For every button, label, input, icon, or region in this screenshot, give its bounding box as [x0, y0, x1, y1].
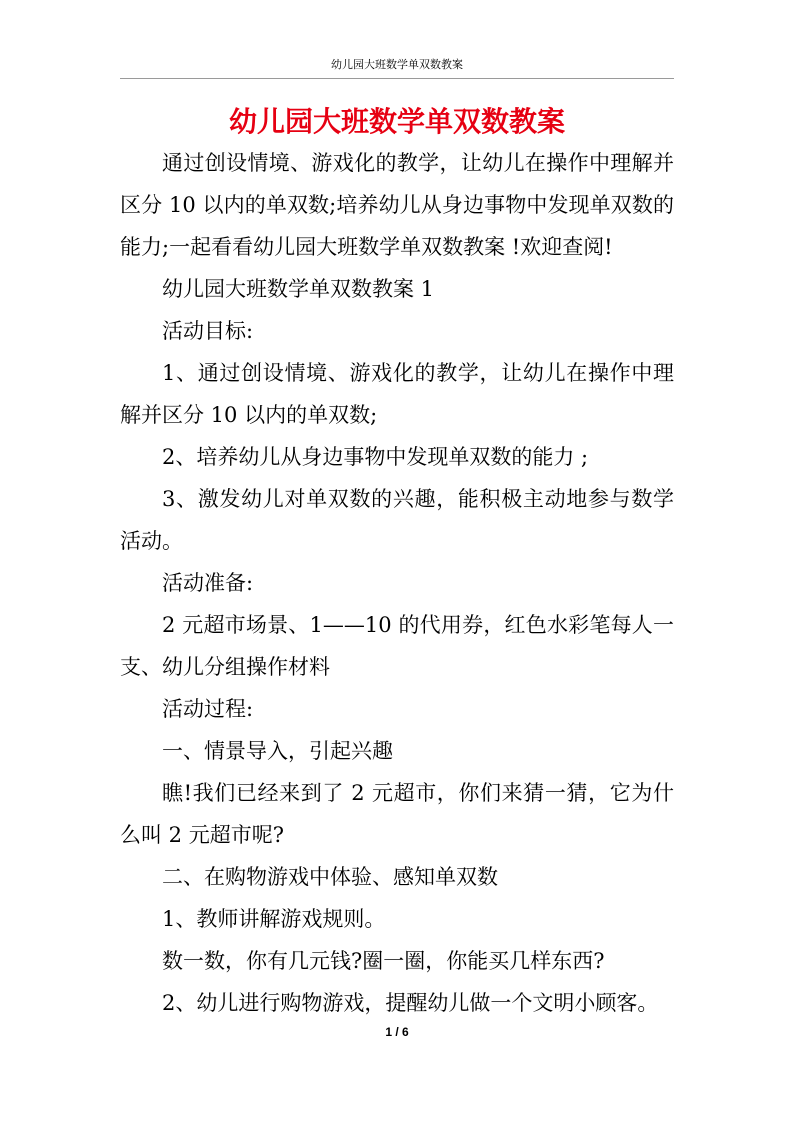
- paragraph: 1、通过创设情境、游戏化的教学，让幼儿在操作中理解并区分 10 以内的单双数;: [120, 361, 674, 427]
- header-divider: [120, 78, 674, 79]
- paragraph: 二、在购物游戏中体验、感知单双数: [162, 865, 498, 889]
- paragraph: 数一数，你有几元钱?圈一圈，你能买几样东西?: [162, 949, 605, 973]
- paragraph: 2、培养幼儿从身边事物中发现单双数的能力 ;: [162, 445, 589, 469]
- paragraph: 活动目标:: [162, 319, 254, 343]
- document-body: [120, 142, 674, 1024]
- paragraph: 3、激发幼儿对单双数的兴趣，能积极主动地参与数学活动。: [120, 487, 674, 553]
- paragraph: 2 元超市场景、1——10 的代用券，红色水彩笔每人一支、幼儿分组操作材料: [120, 613, 674, 679]
- paragraph: 一、情景导入，引起兴趣: [162, 739, 393, 763]
- paragraph: 瞧!我们已经来到了 2 元超市，你们来猜一猜，它为什么叫 2 元超市呢?: [120, 781, 674, 847]
- paragraph: 2、幼儿进行购物游戏，提醒幼儿做一个文明小顾客。: [162, 991, 659, 1015]
- intro-paragraph: 通过创设情境、游戏化的教学，让幼儿在操作中理解并区分 10 以内的单双数;培养幼儿从身边事物中发现单双数的能力;一起看看幼儿园大班数学单双数教案 !欢迎查阅!: [120, 151, 674, 259]
- paragraph: 活动准备:: [162, 571, 254, 595]
- paragraph: 1、教师讲解游戏规则。: [162, 907, 386, 931]
- section-heading: 幼儿园大班数学单双数教案 1: [162, 277, 435, 301]
- page-number: 1 / 6: [385, 1025, 409, 1039]
- document-title: 幼儿园大班数学单双数教案: [228, 105, 565, 138]
- running-header: 幼儿园大班数学单双数教案: [331, 58, 463, 71]
- paragraph: 活动过程:: [162, 697, 254, 721]
